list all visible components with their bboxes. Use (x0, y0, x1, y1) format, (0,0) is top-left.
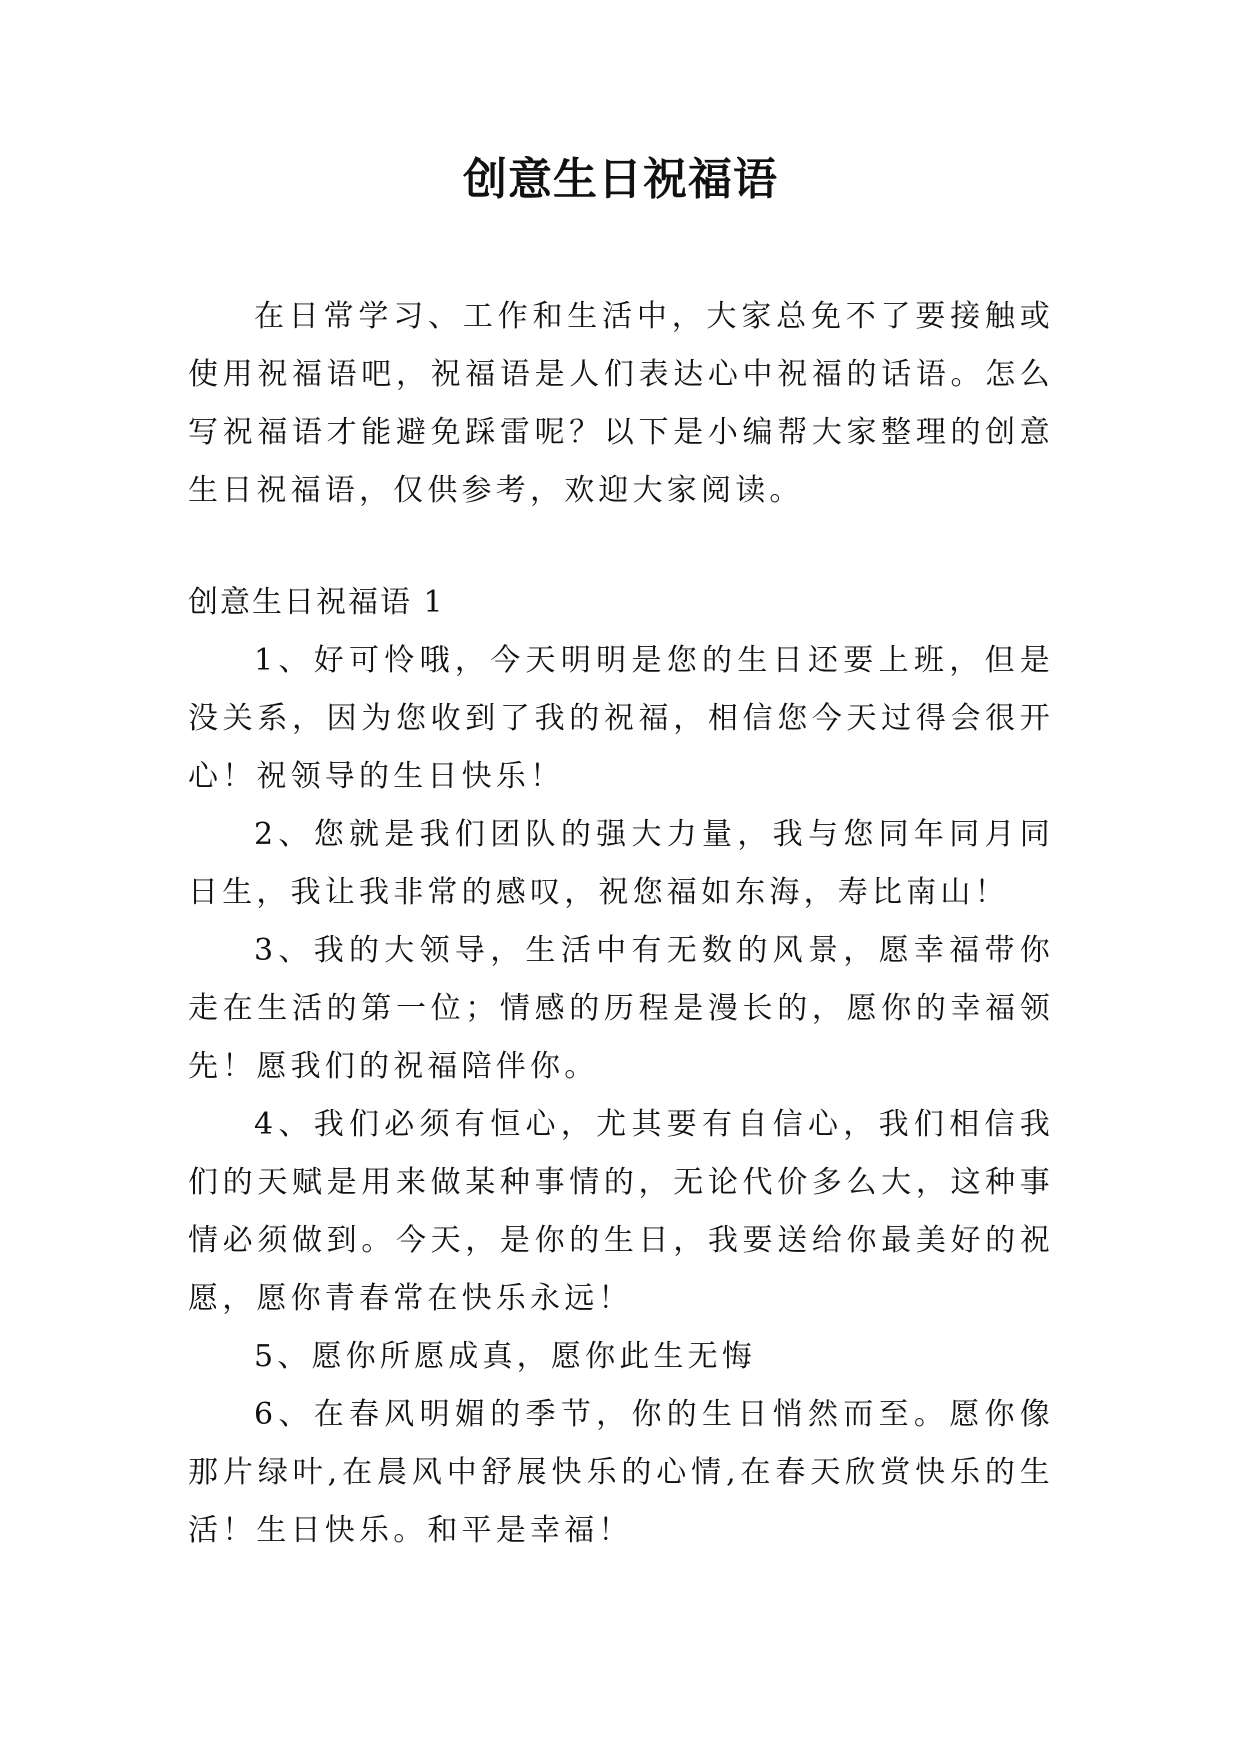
intro-paragraph: 在日常学习、工作和生活中，大家总免不了要接触或使用祝福语吧，祝福语是人们表达心中祝福的话语。怎么写祝福语才能避免踩雷呢？以下是小编帮大家整理的创意生日祝福语，仅供参考，欢迎大家阅读。 (188, 299, 1054, 508)
document-body (188, 288, 1054, 1560)
list-item: 2、您就是我们团队的强大力量，我与您同年同月同日生，我让我非常的感叹，祝您福如东海，寿比南山！ (188, 817, 1054, 910)
list-item: 3、我的大领导，生活中有无数的风景，愿幸福带你走在生活的第一位；情感的历程是漫长的，愿你的幸福领先！愿我们的祝福陪伴你。 (188, 933, 1054, 1084)
document-title: 创意生日祝福语 (463, 154, 778, 205)
list-item: 4、我们必须有恒心，尤其要有自信心，我们相信我们的天赋是用来做某种事情的，无论代价多么大，这种事情必须做到。今天，是你的生日，我要送给你最美好的祝愿，愿你青春常在快乐永远！ (188, 1107, 1054, 1316)
list-item: 6、在春风明媚的季节，你的生日悄然而至。愿你像那片绿叶,在晨风中舒展快乐的心情,在春天欣赏快乐的生活！生日快乐。和平是幸福！ (188, 1397, 1054, 1548)
list-item: 1、好可怜哦，今天明明是您的生日还要上班，但是没关系，因为您收到了我的祝福，相信您今天过得会很开心！祝领导的生日快乐！ (188, 643, 1054, 794)
paragraph-spacer (188, 520, 1054, 574)
list-item: 5、愿你所愿成真，愿你此生无悔 (254, 1339, 757, 1374)
section-heading: 创意生日祝福语 1 (188, 585, 445, 620)
